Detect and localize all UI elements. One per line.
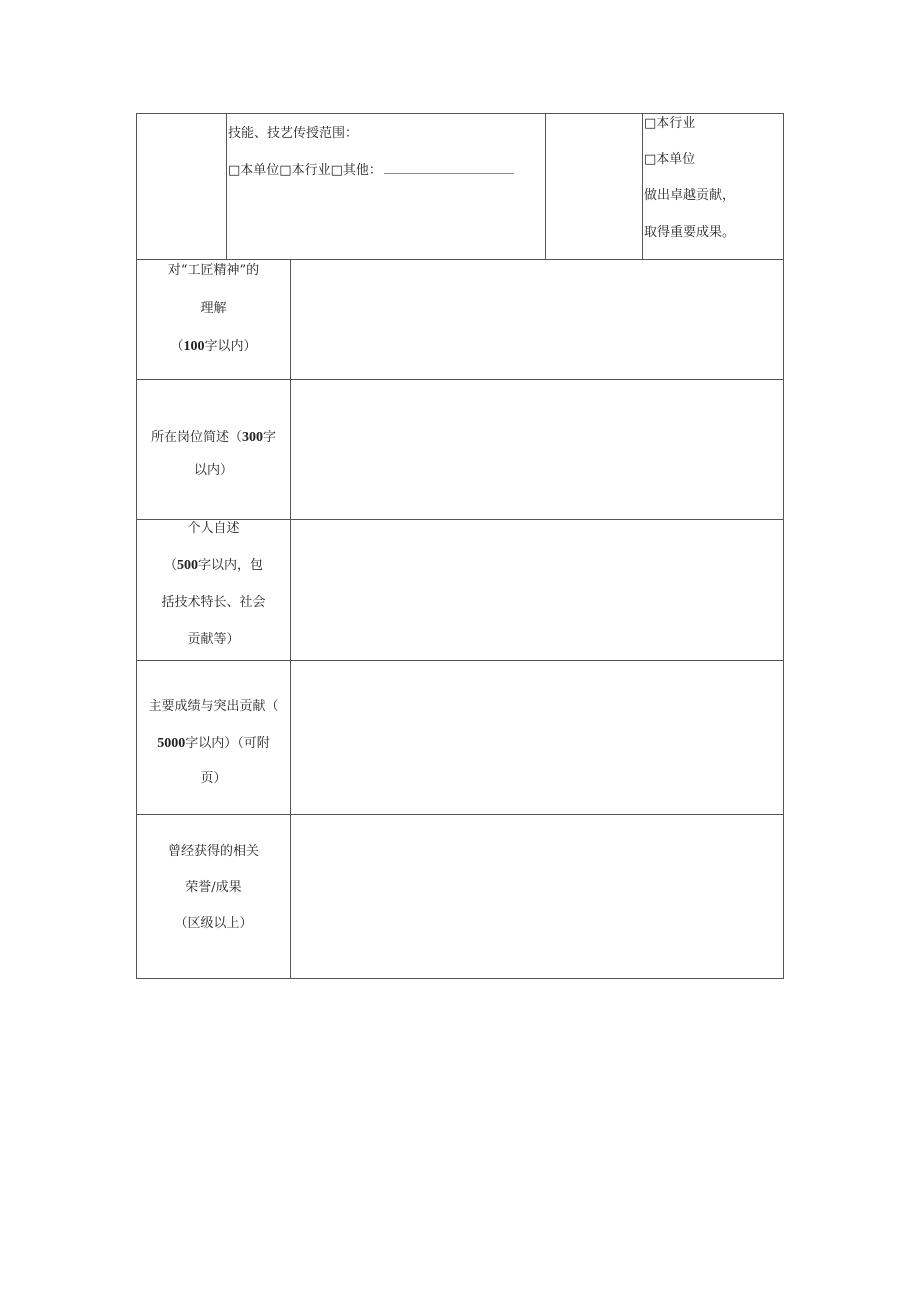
table-top-border [136,113,784,114]
row5-input-field[interactable] [291,815,783,978]
scope-options-text: □本单位□本行业□其他： [228,163,382,178]
top-col-divider-3 [642,113,643,259]
top-col-divider-2 [545,113,546,259]
right-option-industry[interactable]: □本行业 [644,116,696,131]
row5-label-line1: 曾经获得的相关 [167,844,259,859]
row3-input-field[interactable] [291,520,783,660]
row1-label-line2: 理解 [200,301,227,316]
other-blank-field[interactable] [384,163,514,174]
row3-label-line1: 个人自述 [187,521,240,536]
row5-label-line2: 荣誉/成果 [185,880,242,895]
row4-input-field[interactable] [291,661,783,814]
row3-label-line2: （500字以内，包 [163,558,264,573]
right-option-achievement: 取得重要成果。 [644,225,736,240]
row3-label-line3: 括技术特长、社会 [161,595,266,610]
row1-input-field[interactable] [291,260,783,379]
row4-label-line1: 主要成绩与突出贡献（ [148,699,279,714]
top-col-divider-1 [226,113,227,259]
skill-scope-label: 技能、技艺传授范围： [228,126,359,141]
row1-label-line1: 对“工匠精神”的 [167,263,260,278]
table-right-border [783,113,784,979]
row2-label-line1: 所在岗位简述（300字 [150,430,277,445]
skill-scope-options [228,162,514,180]
table-bottom-border [136,978,784,979]
right-option-contribution: 做出卓越贡献， [644,188,736,203]
right-option-unit[interactable]: □本单位 [644,152,696,167]
row1-label-line3: （100字以内） [170,339,257,354]
row2-input-field[interactable] [291,380,783,519]
row4-label-line3: 页） [200,771,227,786]
row2-label-line2: 以内） [193,463,233,478]
row3-label-line4: 贡献等） [187,632,240,647]
row4-label-line2: 5000字以内）（可附 [157,736,270,751]
row5-label-line3: （区级以上） [174,916,253,931]
